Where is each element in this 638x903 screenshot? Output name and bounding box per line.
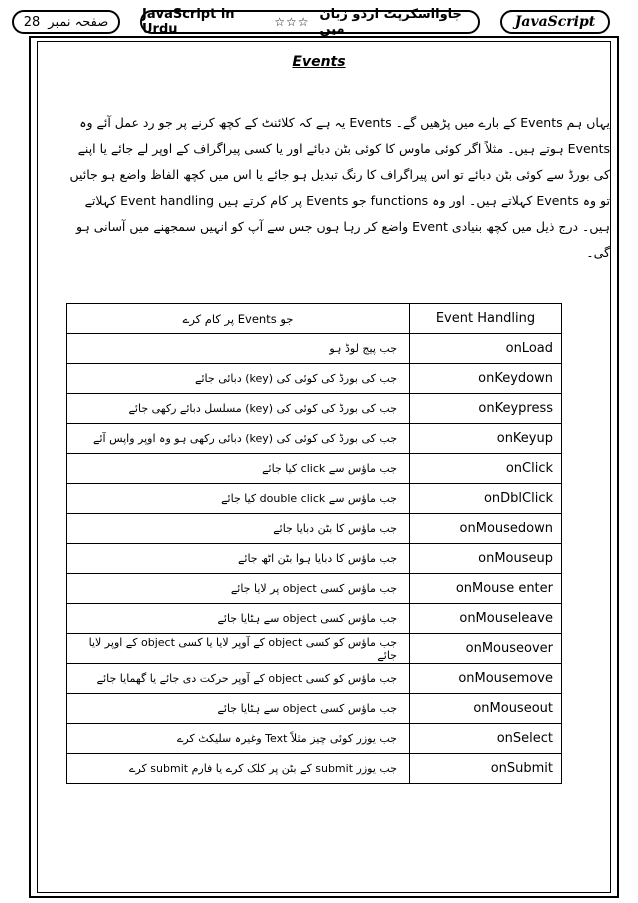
book-title-english: JavaScript in Urdu [142, 7, 235, 37]
intro-paragraph: یہاں ہم Events کے بارے میں پڑھیں گے۔ Events یہ ہے کہ کلائنٹ کے کچھ کرنے پر جو رد عمل آئے وہ Events ہوتے ہیں۔ مثلاً اگر کوئی ماوس کا کوئی بٹن دبائے اور یا کسی پیراگراف کے اوپر لے جائے یا اپنے کی بورڈ سے کوئی بٹن دبائے تو اس پیراگراف کا رنگ تبدیل ہو جائے یا اس میں کچھ الفاظ واضع ہو جائیں تو وہ Events کہلاتے ہیں۔ اور وہ functions جو Events پر کام کرتے ہیں Event handling کہلاتے ہیں۔ درج ذیل میں کچھ بنیادی Event واضع کر رہا ہوں جس سے آپ کو انہیں سمجھنے میں آسانی ہو گی۔ [69, 115, 610, 260]
event-description: جب کی بورڈ کی کوئی کی (key) دبائی رکھی ہو وہ اوپر واپس آئے [67, 424, 410, 454]
event-name: onMouse enter [410, 574, 562, 604]
brand-badge [500, 10, 610, 34]
event-description: جب ماؤس کسی object سے ہٹایا جائے [67, 604, 410, 634]
event-name: onClick [410, 454, 562, 484]
section-heading: Events [292, 54, 346, 70]
event-description: جب ماؤس کسی object پر لایا جائے [67, 574, 410, 604]
event-description: جب یوزر submit کے بٹن پر کلک کرے یا فارم submit کرے [67, 754, 410, 784]
event-description: جب ماؤس کسی object سے ہٹایا جائے [67, 694, 410, 724]
description-column-header: جو Events پر کام کرے [67, 304, 410, 334]
page-number: 28 [23, 14, 41, 30]
table-row [67, 364, 562, 394]
table-row [67, 574, 562, 604]
event-name: onSubmit [410, 754, 562, 784]
events-table [66, 303, 562, 784]
table-header-row [67, 304, 562, 334]
event-name: onKeypress [410, 394, 562, 424]
event-description: جب ماؤس کو کسی object کے آوپر حرکت دی جائے یا گھمایا جائے [67, 664, 410, 694]
event-name: onKeyup [410, 424, 562, 454]
event-name: onSelect [410, 724, 562, 754]
page-number-label: صفحہ نمبر [48, 14, 109, 30]
event-description: جب پیج لوڈ ہو [67, 334, 410, 364]
table-row [67, 394, 562, 424]
event-description: جب ماؤس سے click کیا جائے [67, 454, 410, 484]
event-name: onDblClick [410, 484, 562, 514]
event-description: جب ماؤس سے double click کیا جائے [67, 484, 410, 514]
table-row [67, 454, 562, 484]
event-description: جب یوزر کوئی چیز مثلاً Text وغیرہ سلیکٹ کرے [67, 724, 410, 754]
star-icons: ☆☆☆ [274, 15, 310, 29]
event-description: جب ماؤس کو کسی object کے آوپر لایا یا کسی object کے اوپر لایا جائے [67, 634, 410, 664]
event-description: جب کی بورڈ کی کوئی کی (key) مسلسل دبائے رکھی جائے [67, 394, 410, 424]
event-name: onMousedown [410, 514, 562, 544]
table-row [67, 724, 562, 754]
page-header [12, 8, 624, 38]
table-row [67, 664, 562, 694]
table-row [67, 604, 562, 634]
brand-name: JavaScript [514, 14, 596, 30]
book-title-badge [140, 7, 480, 37]
event-description: جب ماؤس کا بٹن دبایا جائے [67, 514, 410, 544]
event-name: onMouseleave [410, 604, 562, 634]
book-title-urdu: جاوااسکرپٹ اردو زبان میں [319, 7, 462, 37]
table-row [67, 694, 562, 724]
event-description: جب ماؤس کا دبایا ہوا بٹن اٹھ جائے [67, 544, 410, 574]
table-row [67, 514, 562, 544]
event-name: onMouseover [410, 634, 562, 664]
event-description: جب کی بورڈ کی کوئی کی (key) دبائی جائے [67, 364, 410, 394]
table-row [67, 544, 562, 574]
page-number-badge [12, 10, 120, 34]
event-name: onMouseup [410, 544, 562, 574]
table-row [67, 754, 562, 784]
event-name: onLoad [410, 334, 562, 364]
event-name: onKeydown [410, 364, 562, 394]
event-column-header: Event Handling [410, 304, 562, 334]
table-row [67, 334, 562, 364]
table-row [67, 634, 562, 664]
table-row [67, 484, 562, 514]
event-name: onMousemove [410, 664, 562, 694]
event-name: onMouseout [410, 694, 562, 724]
table-row [67, 424, 562, 454]
